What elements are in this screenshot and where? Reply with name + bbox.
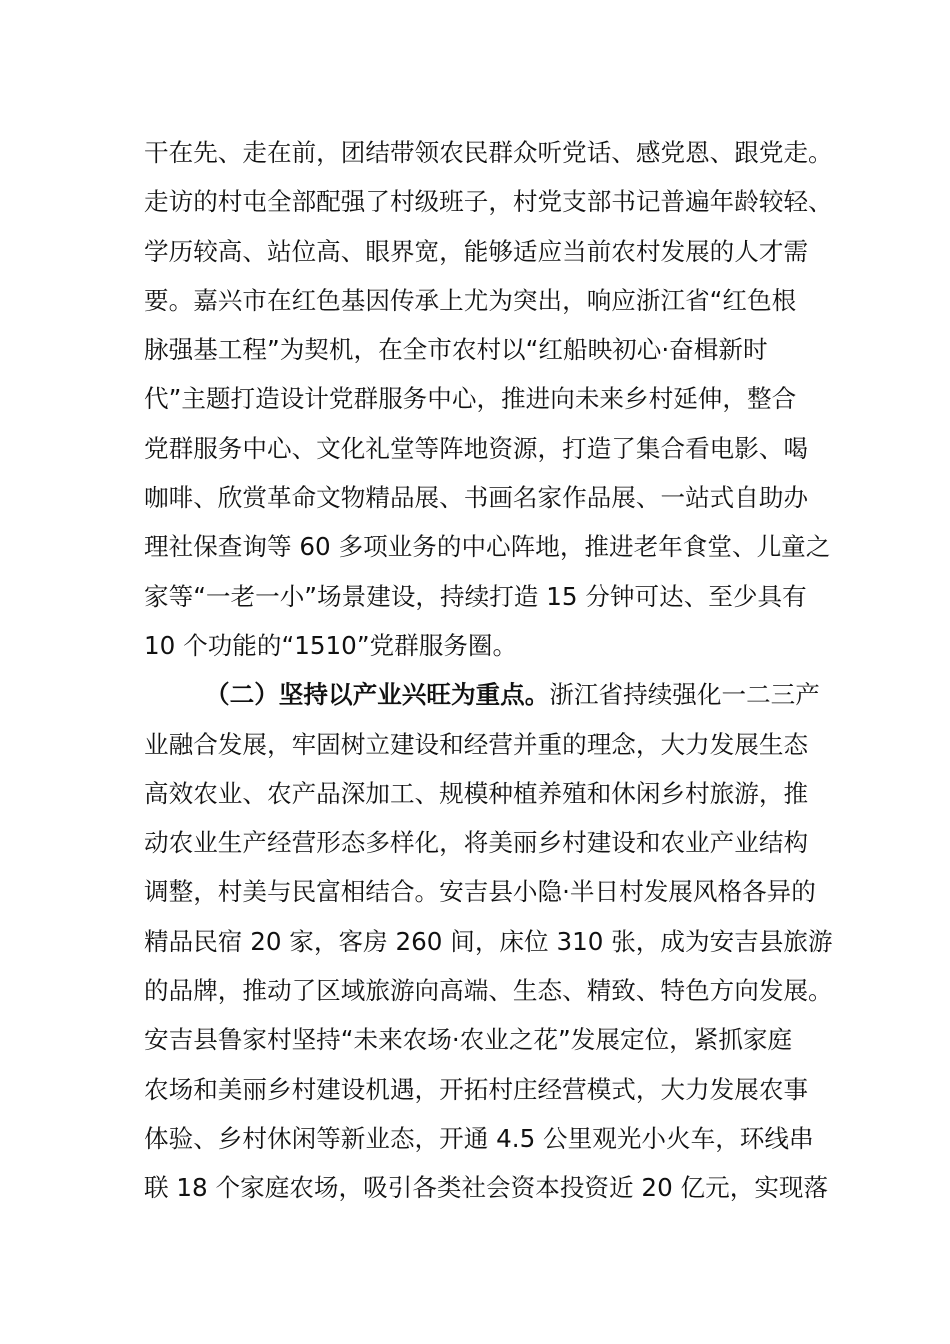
text-line: 代”主题打造设计党群服务中心，推进向未来乡村延伸，整合 <box>144 384 797 414</box>
text-line: 党群服务中心、文化礼堂等阵地资源，打造了集合看电影、喝 <box>144 433 809 463</box>
section-heading: （二）坚持以产业兴旺为重点。 <box>205 680 550 710</box>
text-line: 理社保查询等 60 多项业务的中心阵地，推进老年食堂、儿童之 <box>144 532 831 562</box>
text-line: 体验、乡村休闲等新业态，开通 4.5 公里观光小火车，环线串 <box>144 1123 814 1153</box>
text-line: 精品民宿 20 家，客房 260 间，床位 310 张，成为安吉县旅游 <box>144 926 833 956</box>
text-line: 干在先、走在前，团结带领农民群众听党话、感党恩、跟党走。 <box>144 138 833 167</box>
text-line: 要。嘉兴市在红色基因传承上尤为突出，响应浙江省“红色根 <box>144 285 797 315</box>
text-line: 家等“一老一小”场景建设，持续打造 15 分钟可达、至少具有 <box>144 581 807 611</box>
text-line: 业融合发展，牢固树立建设和经营并重的理念，大力发展生态 <box>144 729 809 759</box>
text-line: 农场和美丽乡村建设机遇，开拓村庄经营模式，大力发展农事 <box>144 1074 809 1104</box>
text-line: 10 个功能的“1510”党群服务圈。 <box>144 630 518 660</box>
text-line: 高效农业、农产品深加工、规模种植养殖和休闲乡村旅游，推 <box>144 778 809 808</box>
text-line: 咖啡、欣赏革命文物精品展、书画名家作品展、一站式自助办 <box>144 483 809 513</box>
text-line: 调整，村美与民富相结合。安吉县小隐·半日村发展风格各异的 <box>144 877 816 907</box>
text-line: 学历较高、站位高、眼界宽，能够适应当前农村发展的人才需 <box>144 236 809 266</box>
text-line: 脉强基工程”为契机，在全市农村以“红船映初心·奋楫新时 <box>144 335 768 365</box>
text-line: 联 18 个家庭农场，吸引各类社会资本投资近 20 亿元，实现落 <box>144 1173 829 1203</box>
text-line: 动农业生产经营形态多样化，将美丽乡村建设和农业产业结构 <box>144 828 809 858</box>
text-line: 的品牌，推动了区域旅游向高端、生态、精致、特色方向发展。 <box>144 976 833 1006</box>
section-first-line <box>144 670 834 719</box>
text-line: 走访的村屯全部配强了村级班子，村党支部书记普遍年龄较轻、 <box>144 187 833 217</box>
section-first-line-text: 浙江省持续强化一二三产 <box>549 680 820 710</box>
document-body <box>144 128 834 1213</box>
text-line: 安吉县鲁家村坚持“未来农场·农业之花”发展定位，紧抓家庭 <box>144 1025 793 1055</box>
